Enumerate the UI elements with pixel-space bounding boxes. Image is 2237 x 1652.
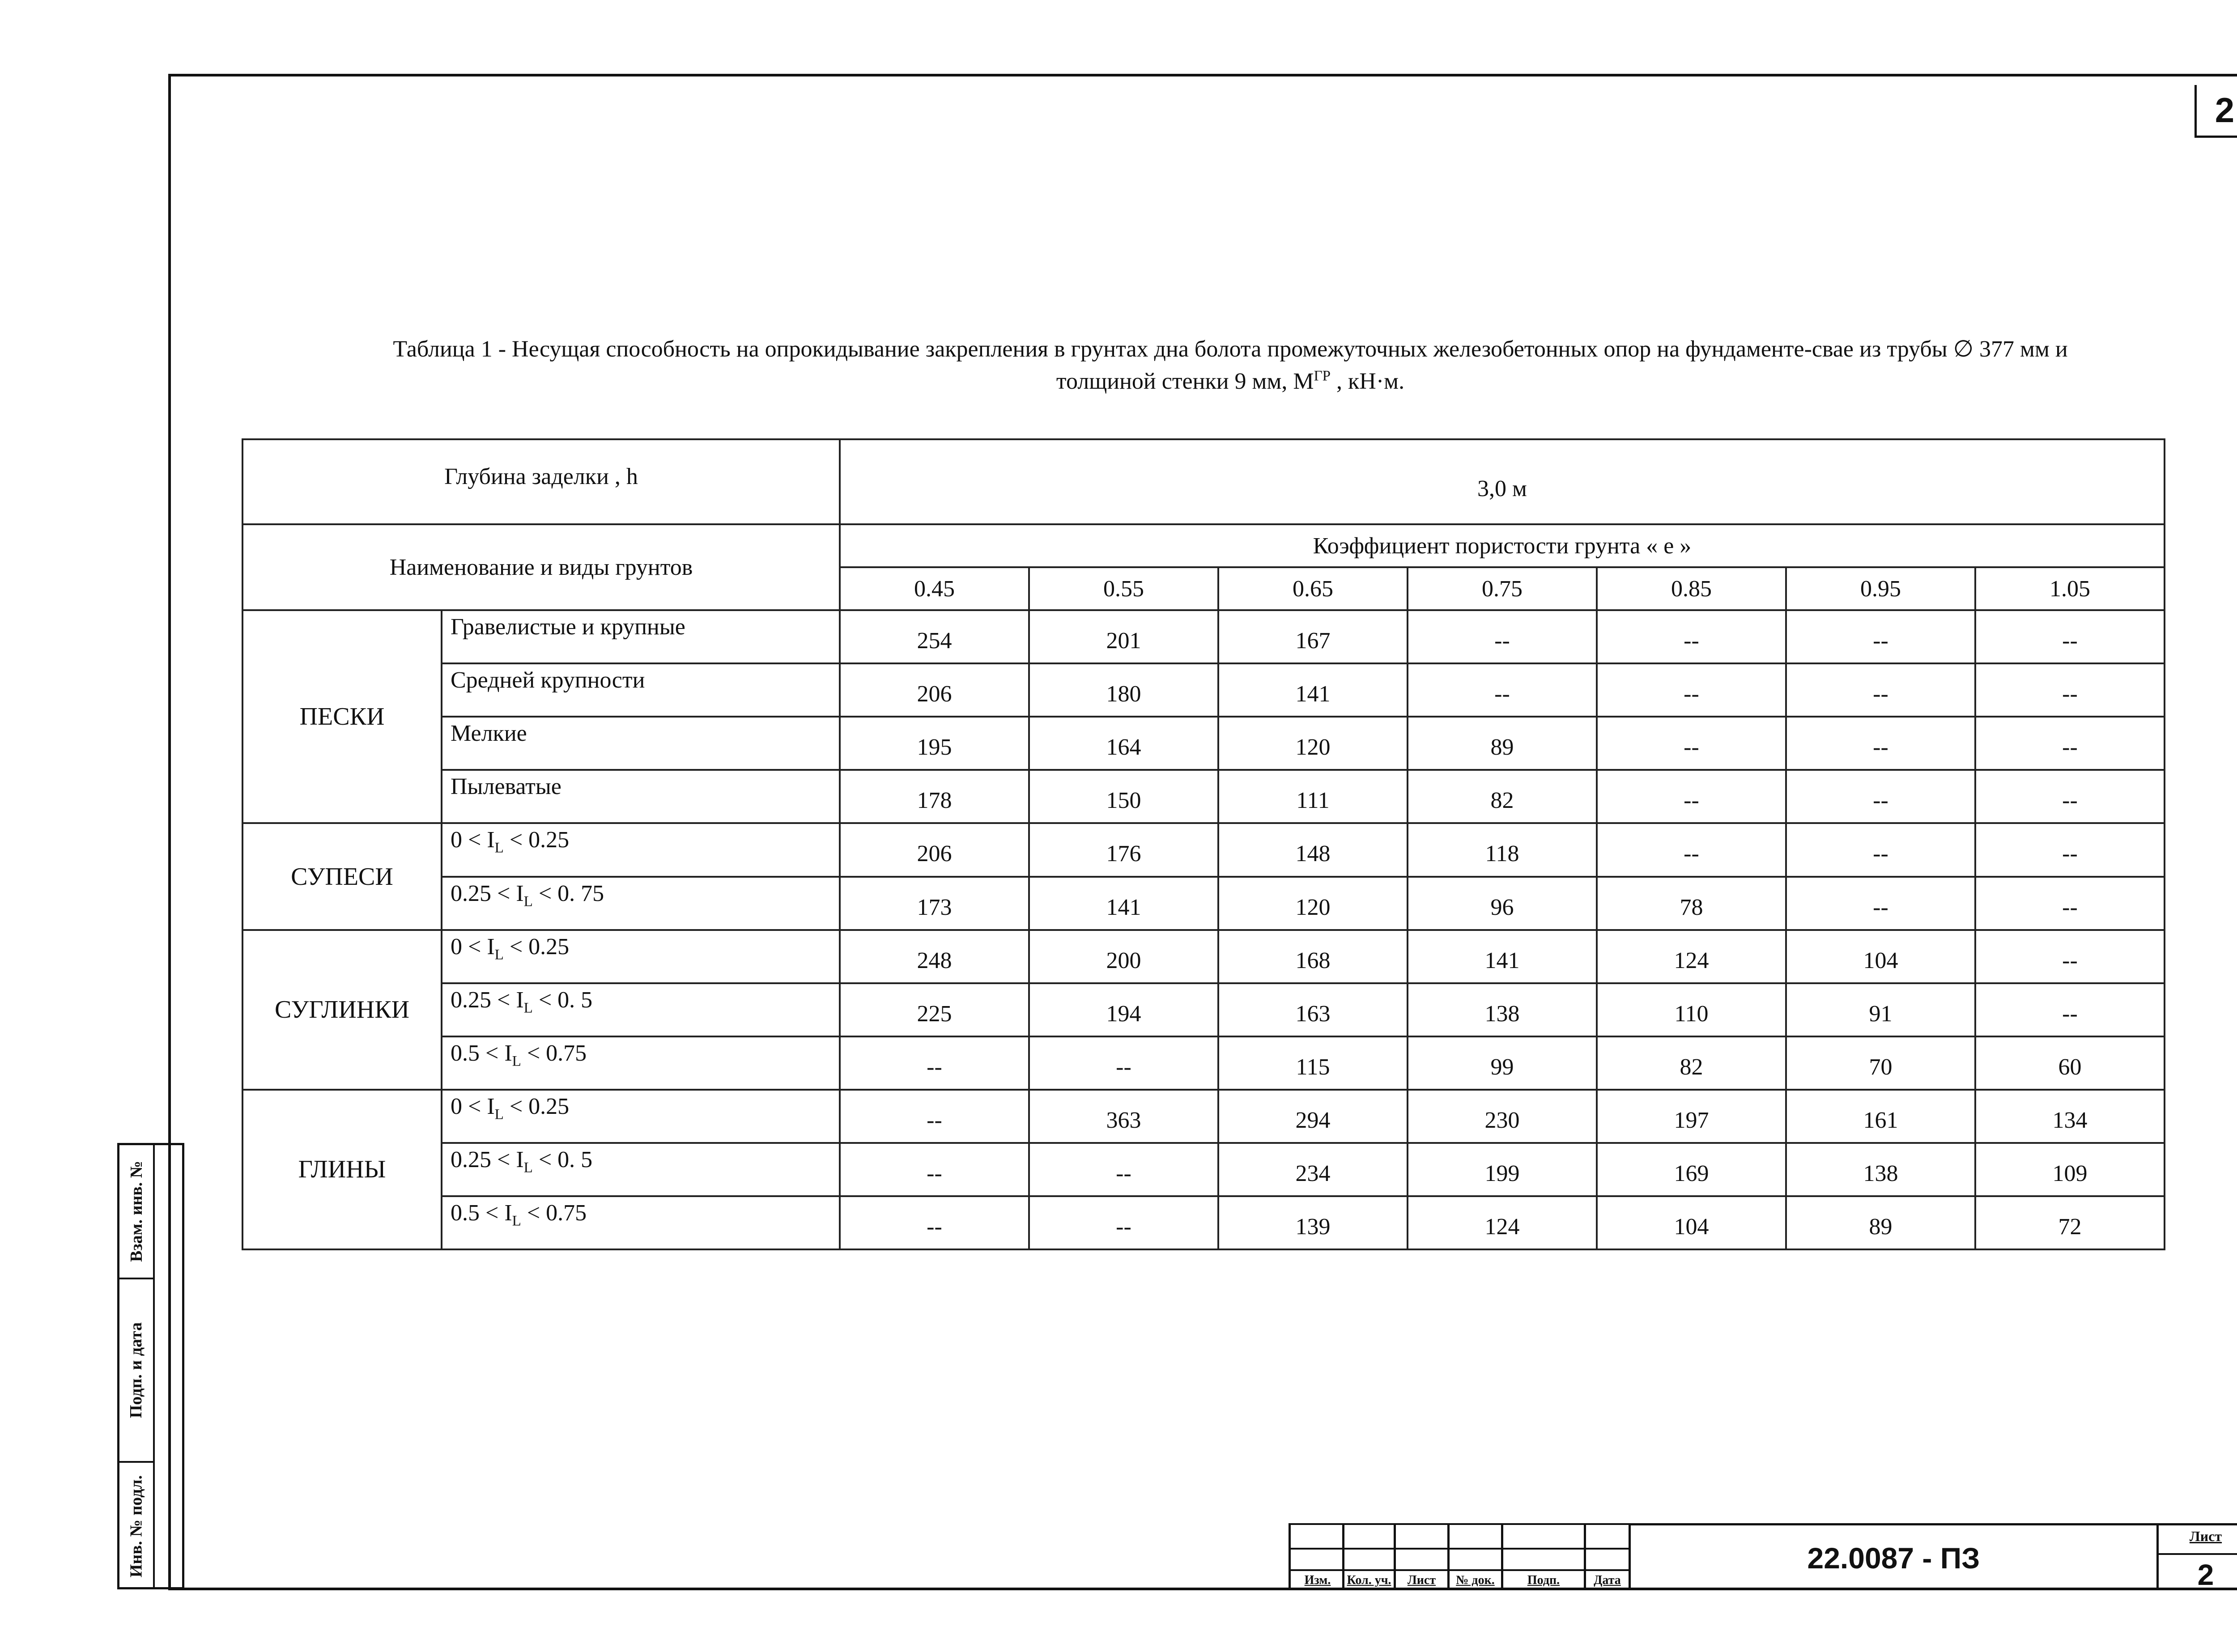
capacity-value: --: [1597, 663, 1786, 717]
table-row: [242, 983, 2165, 1036]
capacity-value: 248: [840, 930, 1029, 983]
soil-subtype: Пылеватые: [442, 770, 840, 823]
table-row: [242, 1196, 2165, 1249]
capacity-value: --: [1975, 770, 2165, 823]
soil-subtype: $0.25 < I_L < 0$. 5: [442, 983, 840, 1036]
table-row: [242, 877, 2165, 930]
capacity-value: --: [1786, 610, 1975, 663]
soil-subtype: $0.25 < I_L < 0$. 5: [442, 1143, 840, 1196]
capacity-value: 176: [1029, 823, 1218, 876]
capacity-value: 363: [1029, 1090, 1218, 1143]
capacity-value: 89: [1408, 717, 1597, 770]
capacity-value: 70: [1786, 1036, 1975, 1090]
capacity-value: 124: [1597, 930, 1786, 983]
capacity-value: --: [1597, 823, 1786, 876]
soil-subtype: Средней крупности: [442, 663, 840, 717]
capacity-value: 167: [1218, 610, 1408, 663]
capacity-value: --: [1975, 717, 2165, 770]
table-row: [242, 930, 2165, 983]
capacity-value: 178: [840, 770, 1029, 823]
capacity-value: --: [1408, 663, 1597, 717]
capacity-value: 201: [1029, 610, 1218, 663]
col-label: Дата: [1594, 1573, 1621, 1587]
porosity-value: 1.05: [1975, 567, 2165, 610]
capacity-value: 82: [1597, 1036, 1786, 1090]
capacity-value: 168: [1218, 930, 1408, 983]
capacity-value: 141: [1408, 930, 1597, 983]
capacity-value: 99: [1408, 1036, 1597, 1090]
capacity-value: 91: [1786, 983, 1975, 1036]
capacity-value: 109: [1975, 1143, 2165, 1196]
capacity-value: --: [1597, 770, 1786, 823]
capacity-value: 78: [1597, 877, 1786, 930]
capacity-value: --: [1975, 610, 2165, 663]
capacity-value: --: [1975, 983, 2165, 1036]
soil-group-name: СУГЛИНКИ: [242, 930, 442, 1090]
col-label: № док.: [1456, 1573, 1495, 1587]
caption-line-1: Таблица 1 - Несущая способность на опрокидывание закрепления в грунтах дна болота промежуточных железобетонных опор на фундаменте-свае из трубы ∅ 377 мм и: [393, 336, 2068, 362]
stamp-cell: Инв. № подл.: [127, 1475, 146, 1577]
col-label: Лист: [1407, 1573, 1436, 1587]
table-row: [242, 1143, 2165, 1196]
capacity-value: 138: [1408, 983, 1597, 1036]
sheet-number: 2: [2159, 1553, 2237, 1594]
capacity-value: 115: [1218, 1036, 1408, 1090]
capacity-value: --: [1786, 663, 1975, 717]
soil-subtype: $0 < I_L < 0.25$: [442, 1090, 840, 1143]
soil-subtype: $0 < I_L < 0.25$: [442, 930, 840, 983]
capacity-value: 200: [1029, 930, 1218, 983]
capacity-value: --: [1597, 717, 1786, 770]
col-label: Подп.: [1527, 1573, 1560, 1587]
capacity-value: 141: [1218, 663, 1408, 717]
capacity-value: 111: [1218, 770, 1408, 823]
revision-grid: [1289, 1523, 1629, 1590]
stamp-cell: Взам. инв. №: [119, 1145, 153, 1279]
capacity-value: --: [1975, 877, 2165, 930]
capacity-value: --: [840, 1090, 1029, 1143]
capacity-value: --: [1786, 877, 1975, 930]
document-code: 22.0087 - ПЗ: [1629, 1523, 2156, 1590]
capacity-value: 72: [1975, 1196, 2165, 1249]
capacity-value: 164: [1029, 717, 1218, 770]
capacity-value: 104: [1597, 1196, 1786, 1249]
capacity-value: 195: [840, 717, 1029, 770]
soil-subtype: $0.5 < I_L < 0.75$: [442, 1036, 840, 1090]
capacity-value: 120: [1218, 877, 1408, 930]
capacity-value: 173: [840, 877, 1029, 930]
capacity-value: --: [1975, 663, 2165, 717]
capacity-value: --: [1786, 770, 1975, 823]
capacity-value: --: [840, 1196, 1029, 1249]
capacity-value: 82: [1408, 770, 1597, 823]
capacity-value: 118: [1408, 823, 1597, 876]
table-row: [242, 823, 2165, 876]
capacity-value: 206: [840, 823, 1029, 876]
capacity-value: 124: [1408, 1196, 1597, 1249]
soil-subtype: Мелкие: [442, 717, 840, 770]
capacity-value: 96: [1408, 877, 1597, 930]
table-row: [242, 663, 2165, 717]
capacity-value: --: [1786, 717, 1975, 770]
capacity-value: --: [1029, 1196, 1218, 1249]
side-stamp: [117, 1143, 184, 1589]
col-label: Кол. уч.: [1347, 1573, 1391, 1587]
capacity-value: 199: [1408, 1143, 1597, 1196]
capacity-value: 169: [1597, 1143, 1786, 1196]
table-row: [242, 770, 2165, 823]
caption-line-2: толщиной стенки 9 мм, $М^{ГР}$ , кН·м.: [1056, 368, 1405, 394]
soil-subtype: $0 < I_L < 0.25$: [442, 823, 840, 876]
capacity-value: 138: [1786, 1143, 1975, 1196]
sheet-box: [2156, 1523, 2237, 1590]
soil-header: Наименование и виды грунтов: [242, 524, 840, 610]
capacity-value: 134: [1975, 1090, 2165, 1143]
bearing-capacity-table: [242, 438, 2165, 1250]
soil-group-name: СУПЕСИ: [242, 823, 442, 930]
capacity-value: 206: [840, 663, 1029, 717]
porosity-value: 0.55: [1029, 567, 1218, 610]
capacity-value: --: [1786, 823, 1975, 876]
porosity-value: 0.85: [1597, 567, 1786, 610]
porosity-header: Коэффициент пористости грунта « е »: [840, 524, 2165, 567]
title-block: [1289, 1523, 2237, 1590]
soil-group-name: ГЛИНЫ: [242, 1090, 442, 1249]
capacity-value: 180: [1029, 663, 1218, 717]
page-number-top: 2: [2194, 85, 2237, 138]
depth-row: [242, 439, 2165, 524]
porosity-value: 0.95: [1786, 567, 1975, 610]
stamp-cell: Подп. и дата: [119, 1279, 153, 1463]
soil-subtype: Гравелистые и крупные: [442, 610, 840, 663]
soil-subtype: $0.25 < I_L < 0$. 75: [442, 877, 840, 930]
capacity-value: --: [1029, 1036, 1218, 1090]
depth-label: Глубина заделки , h: [242, 439, 840, 524]
sheet-label: Лист: [2189, 1528, 2222, 1544]
capacity-value: 230: [1408, 1090, 1597, 1143]
col-label: Изм.: [1304, 1573, 1331, 1587]
capacity-value: --: [840, 1143, 1029, 1196]
capacity-value: 163: [1218, 983, 1408, 1036]
porosity-value: 0.65: [1218, 567, 1408, 610]
capacity-value: 120: [1218, 717, 1408, 770]
capacity-value: --: [1029, 1143, 1218, 1196]
capacity-value: --: [1597, 610, 1786, 663]
capacity-value: 194: [1029, 983, 1218, 1036]
table-row: [242, 1090, 2165, 1143]
capacity-value: 89: [1786, 1196, 1975, 1249]
capacity-value: --: [1408, 610, 1597, 663]
table-row: [242, 1036, 2165, 1090]
soil-subtype: $0.5 < I_L < 0.75$: [442, 1196, 840, 1249]
table-row: [242, 610, 2165, 663]
capacity-value: 139: [1218, 1196, 1408, 1249]
soil-group-name: ПЕСКИ: [242, 610, 442, 823]
capacity-value: 110: [1597, 983, 1786, 1036]
porosity-value: 0.75: [1408, 567, 1597, 610]
table-body: [242, 610, 2165, 1249]
capacity-value: 104: [1786, 930, 1975, 983]
capacity-value: 294: [1218, 1090, 1408, 1143]
depth-value: 3,0 м: [840, 439, 2165, 524]
porosity-value: 0.45: [840, 567, 1029, 610]
table-row: [242, 717, 2165, 770]
capacity-value: 225: [840, 983, 1029, 1036]
capacity-value: 150: [1029, 770, 1218, 823]
capacity-value: 234: [1218, 1143, 1408, 1196]
capacity-value: 141: [1029, 877, 1218, 930]
capacity-value: --: [840, 1036, 1029, 1090]
capacity-value: 161: [1786, 1090, 1975, 1143]
capacity-value: 254: [840, 610, 1029, 663]
capacity-value: 60: [1975, 1036, 2165, 1090]
capacity-value: 197: [1597, 1090, 1786, 1143]
capacity-value: --: [1975, 930, 2165, 983]
capacity-value: 148: [1218, 823, 1408, 876]
table-caption: [259, 333, 2201, 398]
capacity-value: --: [1975, 823, 2165, 876]
